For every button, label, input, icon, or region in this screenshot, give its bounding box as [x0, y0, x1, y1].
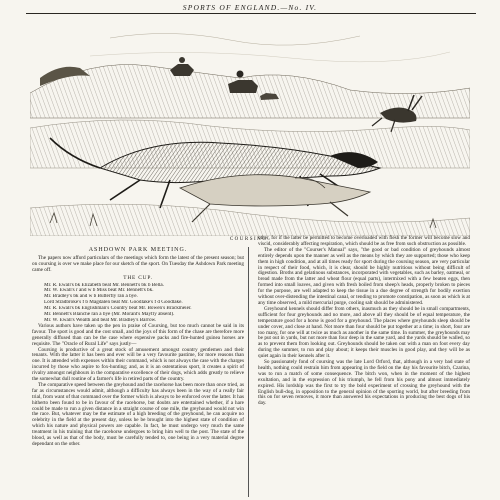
body-paragraph: The editor of the "Courser's Manual" says, "the good or bad condition of greyhounds almost entirely depends upon the manner as well as the means by which they are supported; those who keep them in high condition, and at all times ready for sport during the coursing season, are very particular in respect of their food, which, it is clear, should be highly nutritious without being difficult of digestion. Broths and gelatinous substances, incorporated with vegetables, such as barley, oatmeal, or bread made from the latter and wheat flour (equal parts), intermixed with a few beaten eggs, then formed into small loaves, and given with fresh boiled from sheep's heads, properly broken to pieces for the purpose, are well adapted to keep the tissue in a due degree of strength for bodily exertion without over-distending the intestinal canal, or tending to promote constipation, as soon as which is at any time observed, a mild mercurial purge, cooling salt should be administered.: [258, 246, 470, 306]
cup-result: Mr. W. Ewall's Wealth and beat Mr. Bradley's Barrow.: [44, 317, 157, 323]
header-rule: [26, 13, 476, 14]
column-divider: [248, 247, 249, 497]
left-column: [32, 248, 244, 448]
cup-result: Mr. Bennett's Blanche ran a bye (Mr. Morant's Mayfly absent).: [44, 312, 175, 318]
body-paragraph: Various authors have taken up the pen in praise of Coursing, but too much cannot be said in its favour. The sport is good and the cost small, and the joys of this form of the chase are therefore more generally diffused than can be the case where expensive packs and fire-hunted guinea horses are requisite. The "Oracle of Rural Life" says justly—: [32, 322, 244, 347]
section-title: ASHDOWN PARK MEETING.: [88, 247, 188, 253]
cup-result: Lord Stradbroke's f b Magdalen beat Mr. Goodlake's f d Goodlake.: [44, 300, 183, 306]
cup-result: Mr. W. Ewall's r and w b Miss beat Mr. Bennett's bk.: [44, 288, 154, 294]
coursing-engraving: [30, 18, 470, 236]
right-column: [258, 236, 470, 407]
intro-paragraph: The papers now afford particulars of the meetings which form the latest of the present season; but on coursing is over we make place for our sketch of the sport. On Tuesday the Ashdown Park meeting came off.: [32, 254, 244, 273]
illustration-caption: COURSING.: [229, 237, 271, 242]
cup-result: Mr. R. Ewall's bk Elizabeth beat Mr. Bennett's bk b Bella.: [44, 282, 165, 288]
cup-title: THE CUP.: [123, 274, 153, 281]
cup-result: Mr. R. Ewall's bk Englishman's Country beat Mr. Bowen's Brackmeier.: [44, 306, 192, 312]
body-paragraph: So passionately fond of coursing was the late Lord Orford, that, although in a very bad state of health, nothing could restrain him from appearing in the field on the day his favourite bitch, Czarina, was to run a match of some consequence. The bitch won, when in the moment of the highest exultation, and in the expression of his triumph, he fell from his pony and almost immediately expired. His lordship was the first to try the bold experiment of crossing the greyhound with the English bull-dog, in opposition to the general opinion of the sporting world, but after breeding from this on for seven removes, it more than answered his expectations in producing the best dogs of his day.: [258, 359, 470, 407]
body-paragraph: other, for if the latter be permitted to become overloaded with flesh the former will become slow and viscid, considerably affecting respiration, which should be as free from such obstruction as possible.: [258, 235, 470, 247]
body-paragraph: The comparative speed between the greyhound and the racehorse has been more than once tried, as far as circumstances would admit, although a difficulty has always been in the way of a really fair trial, from want of that command over the former which is always to be enforced over the latter. It has hitherto been found to be in favour of the racehorse, but doubts are entertained whether, if a hare could be made to run a given distance in a straight course of one mile, the greyhound would not win the race. But, whatever may be the estimate of a high breeding of the greyhound, he can acquire no celebrity in the field at the present day, unless he be brought into the highest state of condition of which his nature and physical powers are capable. In fact, he must undergo very much the same treatment in his training that the racehorse undergoes to bring him well to the post. The state of the blood, as well as that of the body, must be carefully tended to, one being in a very material degree dependant on the other.: [32, 381, 244, 447]
body-paragraph: Greyhound kennels should differ from others, inasmuch as they should be in small compartments, sufficient for four greyhounds and no more, and above all they should be of equal temperature, the temperature good for a horse is good for a greyhound. The places where greyhounds sleep should be under cover, and close at hand. Not more than four should be put together at a time; in short, four are too many, for one will at twice as much as another in the same time. In summer, the greyhounds may be put out in yards, but not more than four deep in the same yard, and the yards should be walled, so as to prevent them from looking out. Greyhounds should be taken out with a man on foot every day during the summer, to run and play about; it keeps their muscles in good play, and they will be as quiet again in their kennels after it.: [258, 305, 470, 360]
running-title: SPORTS OF ENGLAND.—No. IV.: [182, 3, 318, 12]
body-paragraph: Coursing is productive of a great stock of amusement amongst country gentlemen and their tenants. With the latter it has been and ever will be a very favourite pastime, for more reasons than one. It is attended with expenses within their command, which is not always the case with the charges incurred by those who aspire to fox-hunting; and, as it is an ostentatious sport, it creates a spirit of rivalry amongst neighbours in the comparative excellence of their dogs, which adds greatly to relieve the somewhat dull routine of a farmer's life in retired parts of the country.: [32, 346, 244, 383]
cup-result: Mr. Bradley's bk and w b Butterfly ran a bye.: [44, 294, 138, 300]
